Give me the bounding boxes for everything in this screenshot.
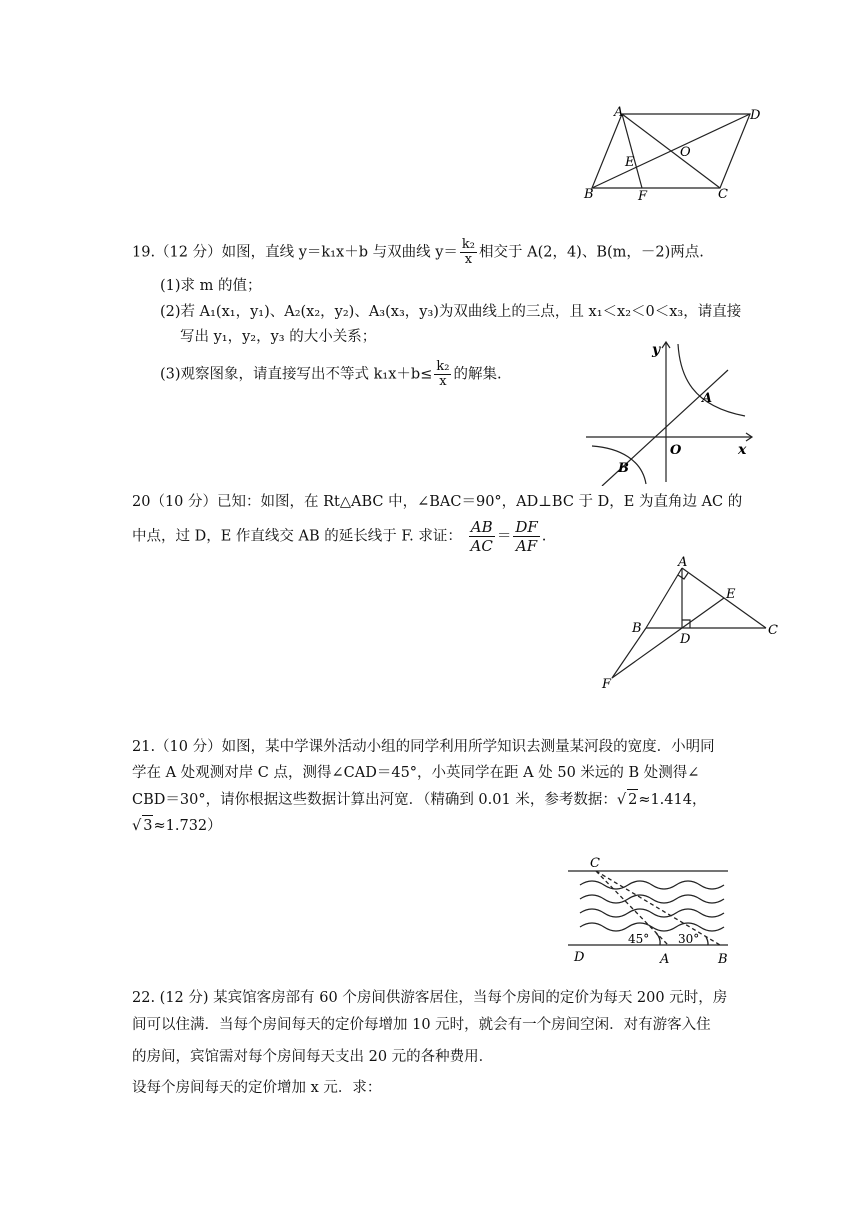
q21-line-3 xyxy=(132,789,706,810)
q19-frac-den: x xyxy=(464,252,473,267)
triangle-f-label: F xyxy=(602,677,612,692)
triangle-b-label: B xyxy=(632,621,642,636)
hyperbola-x-label: x xyxy=(738,442,747,458)
q19-part-3b: 的解集. xyxy=(453,366,502,383)
hyperbola-y-label: y xyxy=(652,342,661,358)
river-angle-45: 45° xyxy=(628,932,650,946)
hyperbola-figure xyxy=(580,336,760,486)
parallelogram-figure xyxy=(580,100,770,205)
q20-f1-num: AB xyxy=(469,518,495,537)
q19-fraction xyxy=(460,238,477,267)
q20-end: . xyxy=(541,528,547,545)
q22-line-2: 间可以住满．当每个房间每天的定价每增加 10 元时，就会有一个房间空闲．对有游客入住 xyxy=(132,1017,711,1033)
q21-line-4 xyxy=(132,815,222,836)
fig18-label-c: C xyxy=(718,187,728,202)
q20-line-1: 20（10 分）已知：如图，在 Rt△ABC 中，∠BAC＝90°，AD⊥BC 于 D，E 为直角边 AC 的 xyxy=(132,494,743,510)
q21-line-1: 21.（10 分）如图，某中学课外活动小组的同学利用所学知识去测量某河段的宽度．小明同 xyxy=(132,739,715,755)
q20-f2-num: DF xyxy=(515,518,538,536)
q21-sqrt-2: 2 xyxy=(627,789,638,810)
fig18-label-o: O xyxy=(680,145,691,160)
sqrt-symbol: √ xyxy=(616,792,627,808)
q21-line-3b: ≈1.414， xyxy=(638,792,707,808)
triangle-e-label: E xyxy=(726,587,736,602)
hyperbola-o-label: O xyxy=(670,443,682,458)
q19-part-1: (1)求 m 的值； xyxy=(160,278,262,294)
triangle-d-label: D xyxy=(680,632,691,647)
q21-sqrt-3: 3 xyxy=(142,815,153,836)
q19-head: 19.（12 分）如图，直线 y＝k₁x＋b 与双曲线 y＝ xyxy=(132,244,458,261)
triangle-c-label: C xyxy=(768,623,778,638)
q19-p3-frac-num: k₂ xyxy=(436,359,450,374)
q21-line-3a: CBD＝30°，请你根据这些数据计算出河宽．（精确到 0.01 米，参考数据： xyxy=(132,792,617,808)
q19-p3-fraction xyxy=(434,360,451,389)
q19-p3-frac-den: x xyxy=(439,374,447,389)
triangle-a-label: A xyxy=(678,555,688,570)
q19-part-2b: 写出 y₁，y₂，y₃ 的大小关系； xyxy=(180,329,377,345)
river-figure xyxy=(560,855,740,967)
hyperbola-b-label: B xyxy=(618,461,629,476)
q20-line-2-text: 中点，过 D，E 作直线交 AB 的延长线于 F. 求证： xyxy=(132,528,462,545)
q19-frac-num: k₂ xyxy=(461,237,475,252)
river-d-label: D xyxy=(574,950,585,965)
fig18-label-e: E xyxy=(625,155,635,170)
river-b-label: B xyxy=(718,952,728,967)
sqrt-symbol: √ xyxy=(132,818,142,834)
river-a-label: A xyxy=(660,952,670,967)
fig18-label-f: F xyxy=(638,189,648,204)
q20-line-2 xyxy=(132,518,546,555)
q20-f2-den: AF xyxy=(515,537,538,555)
q20-fraction-1 xyxy=(469,518,495,555)
q19-tail: 相交于 A(2，4)、B(m，－2)两点. xyxy=(478,244,704,261)
q22-line-1: 22. (12 分) 某宾馆客房部有 60 个房间供游客居住，当每个房间的定价为每天 200 元时，房 xyxy=(132,990,728,1006)
q21-line-4b: ≈1.732） xyxy=(153,818,222,834)
q19-part-3 xyxy=(160,360,502,389)
q20-equals: ＝ xyxy=(496,528,512,545)
q21-line-2: 学在 A 处观测对岸 C 点，测得∠CAD＝45°，小英同学在距 A 处 50 米远的 B 处测得∠ xyxy=(132,765,700,781)
q19-part-2a: (2)若 A₁(x₁，y₁)、A₂(x₂，y₂)、A₃(x₃，y₃)为双曲线上的三点，且 x₁＜x₂＜0＜x₃，请直接 xyxy=(160,304,742,320)
river-c-label: C xyxy=(590,856,600,871)
q19-part-3a: (3)观察图象，请直接写出不等式 k₁x＋b≤ xyxy=(160,366,433,383)
triangle-figure xyxy=(598,552,788,692)
fig18-label-a: A xyxy=(614,105,624,120)
q19-line-1 xyxy=(132,238,704,267)
fig18-label-b: B xyxy=(584,187,594,202)
q20-f1-den: AC xyxy=(470,537,493,555)
q22-line-3: 的房间，宾馆需对每个房间每天支出 20 元的各种费用． xyxy=(132,1049,494,1065)
hyperbola-a-label: A xyxy=(702,391,713,406)
river-angle-30: 30° xyxy=(678,932,700,946)
q22-line-4: 设每个房间每天的定价增加 x 元．求： xyxy=(132,1080,382,1096)
fig18-label-d: D xyxy=(750,108,761,123)
q20-fraction-2 xyxy=(513,518,539,555)
